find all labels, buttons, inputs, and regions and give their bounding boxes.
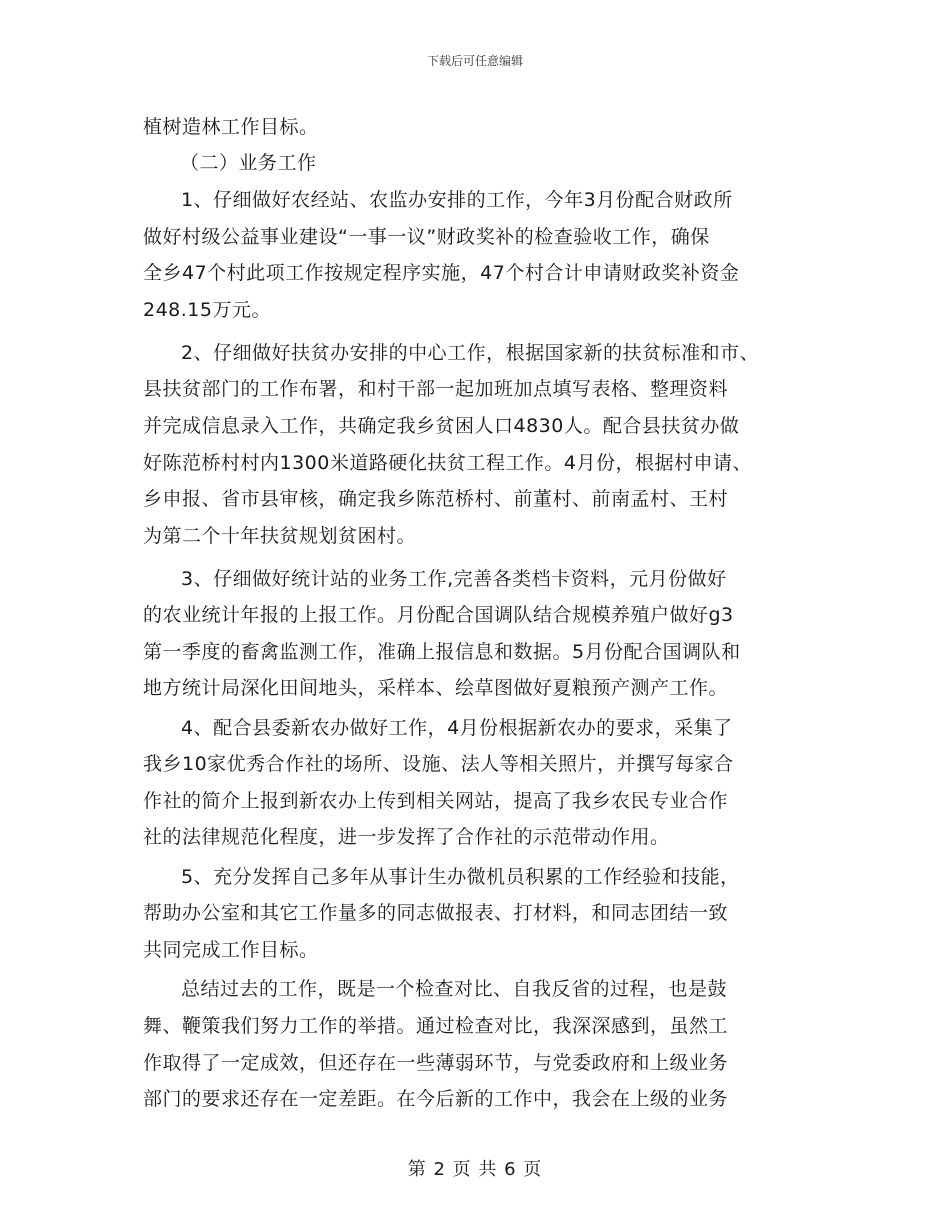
text-line: 好陈范桥村村内1300米道路硬化扶贫工程工作。4月份，根据村申请、 <box>143 452 752 474</box>
text-line: 舞、鞭策我们努力工作的举措。通过检查对比，我深深感到，虽然工 <box>143 1015 729 1037</box>
text-line: 248.15万元。 <box>143 299 271 321</box>
page-number-footer: 第 2 页 共 6 页 <box>407 1159 543 1180</box>
text-line: 植树造林工作目标。 <box>143 116 319 138</box>
text-line: 做好村级公益事业建设“一事一议”财政奖补的检查验收工作，确保 <box>143 226 710 248</box>
text-line: 县扶贫部门的工作布署，和村干部一起加班加点填写表格、整理资料 <box>143 378 729 400</box>
text-line: 5、充分发挥自己多年从事计生办微机员积累的工作经验和技能， <box>181 866 740 888</box>
text-line: 部门的要求还存在一定差距。在今后新的工作中，我会在上级的业务 <box>143 1088 729 1110</box>
text-line: 2、仔细做好扶贫办安排的中心工作，根据国家新的扶贫标准和市、 <box>181 342 760 364</box>
text-line: 并完成信息录入工作，共确定我乡贫困人口4830人。配合县扶贫办做 <box>143 415 740 437</box>
section-heading: （二）业务工作 <box>180 152 317 174</box>
text-line: 第一季度的畜禽监测工作，准确上报信息和数据。5月份配合国调队和 <box>143 641 741 663</box>
text-line: 总结过去的工作，既是一个检查对比、自我反省的过程，也是鼓 <box>181 978 728 1000</box>
text-line: 为第二个十年扶贫规划贫困村。 <box>143 525 417 547</box>
text-line: 乡申报、省市县审核，确定我乡陈范桥村、前董村、前南孟村、王村 <box>143 488 729 510</box>
text-line: 3、仔细做好统计站的业务工作,完善各类档卡资料，元月份做好 <box>181 568 727 590</box>
text-line: 全乡47个村此项工作按规定程序实施，47个村合计申请财政奖补资金 <box>143 262 740 284</box>
text-line: 帮助办公室和其它工作量多的同志做报表、打材料，和同志团结一致 <box>143 902 729 924</box>
text-line: 作取得了一定成效，但还存在一些薄弱环节，与党委政府和上级业务 <box>143 1052 729 1074</box>
text-line: 4、配合县委新农办做好工作，4月份根据新农办的要求，采集了 <box>181 717 733 739</box>
text-line: 作社的简介上报到新农办上传到相关网站，提高了我乡农民专业合作 <box>143 790 729 812</box>
text-line: 共同完成工作目标。 <box>143 939 319 961</box>
text-line: 我乡10家优秀合作社的场所、设施、法人等相关照片，并撰写每家合 <box>143 753 734 775</box>
text-line: 的农业统计年报的上报工作。月份配合国调队结合规模养殖户做好g3 <box>143 604 734 626</box>
page-header: 下载后可任意编辑 <box>426 54 523 68</box>
text-line: 社的法律规范化程度，进一步发挥了合作社的示范带动作用。 <box>143 826 670 848</box>
text-line: 1、仔细做好农经站、农监办安排的工作，今年3月份配合财政所 <box>181 189 733 211</box>
text-line: 地方统计局深化田间地头，采样本、绘草图做好夏粮预产测产工作。 <box>143 677 729 699</box>
